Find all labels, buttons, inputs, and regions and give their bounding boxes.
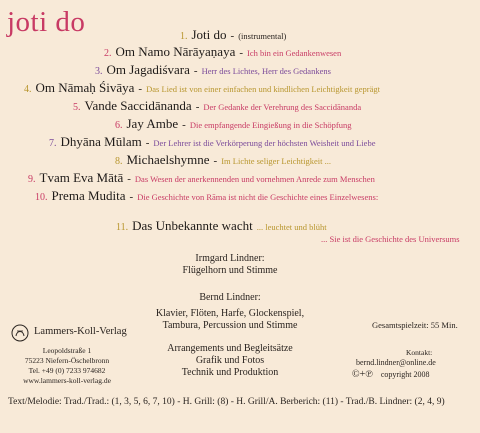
track-name: Vande Saccidānanda: [84, 98, 192, 113]
track-item: [116, 218, 327, 236]
track-number: 3.: [95, 66, 103, 77]
track-name: Das Unbekannte wacht: [132, 218, 253, 233]
track-description: Ich bin ein Gedankenwesen: [247, 48, 342, 58]
contact-email[interactable]: bernd.lindner@online.de: [356, 358, 436, 367]
track-number: 4.: [24, 84, 32, 95]
track-item: [104, 44, 341, 62]
track-separator: -: [182, 119, 186, 131]
track-number: 5.: [73, 102, 81, 113]
track-description: (instrumental): [238, 31, 287, 41]
track-name: Tvam Eva Mātā: [39, 170, 124, 185]
track-separator: -: [138, 83, 143, 95]
credit-role: Klavier, Flöten, Harfe, Glockenspiel,: [155, 308, 305, 319]
track-item: [24, 80, 380, 98]
track-description: Die empfangende Eingießung in die Schöpfung: [189, 120, 352, 130]
track-number: 8.: [115, 156, 123, 167]
publisher-label: [11, 322, 131, 344]
track-number: 7.: [49, 138, 57, 149]
credit-line: Technik und Produktion: [181, 367, 279, 378]
track-description: Der Gedanke der Verehrung des Saccidānanda: [203, 102, 362, 112]
copyright-text: copyright 2008: [380, 370, 430, 379]
track-separator: -: [239, 47, 244, 59]
track-number: 10.: [35, 192, 48, 203]
runtime: Gesamtspielzeit: 55 Min.: [372, 320, 458, 330]
credit-bernd: [150, 292, 310, 332]
credit-role: Flügelhorn und Stimme: [182, 265, 278, 276]
track-name: Michaelshymne: [126, 152, 210, 167]
track-description: Der Lehrer ist die Verkörperung der höchsten Weisheit und Liebe: [153, 138, 376, 148]
track-separator: -: [145, 137, 150, 149]
credit-line: Grafik und Fotos: [195, 355, 265, 366]
publisher-address: [17, 346, 117, 386]
copyright-line: [352, 369, 430, 380]
track-item: [115, 116, 352, 134]
track-description-continued: ... Sie ist die Geschichte des Universums: [321, 234, 460, 244]
track-separator: -: [129, 191, 134, 203]
text-melodie-credits: Text/Melodie: Trad./Trad.: (1, 3, 5, 6, 7, 10) - H. Grill: (8) - H. Grill/A. Berberich: (11) - Trad./B. Lindner: (2, 4, 9): [8, 397, 445, 407]
track-item: [180, 27, 286, 45]
contact-label: Kontakt:: [406, 348, 433, 357]
track-item: [49, 134, 375, 152]
track-name: Joti do: [191, 27, 227, 42]
publisher-logo-icon: [11, 324, 29, 342]
album-title: joti do: [7, 6, 86, 38]
publisher-city: 75223 Niefern-Öschelbronn: [24, 356, 110, 365]
track-separator: -: [127, 173, 131, 185]
credit-role: Tambura, Percussion und Stimme: [162, 320, 298, 331]
track-name: Jay Ambe: [126, 116, 179, 131]
track-name: Dhyāna Mūlam: [60, 134, 142, 149]
track-description: Im Lichte seliger Leichtigkeit ...: [221, 156, 331, 166]
track-separator: -: [193, 65, 198, 77]
copyright-symbols: ©+℗: [352, 369, 373, 380]
publisher-web[interactable]: www.lammers-koll-verlag.de: [23, 376, 111, 385]
publisher-phone: Tel. +49 (0) 7233 974682: [28, 366, 106, 375]
track-item: [73, 98, 361, 116]
track-number: 9.: [28, 174, 36, 185]
track-number: 1.: [180, 31, 188, 42]
track-description: Das Lied ist von einer einfachen und kindlichen Leichtigkeit geprägt: [146, 84, 381, 94]
credit-name: Irmgard Lindner:: [195, 253, 265, 264]
credit-production: [150, 343, 310, 379]
track-item: [95, 62, 331, 80]
publisher-street: Leopoldstraße 1: [42, 346, 92, 355]
track-separator: -: [230, 30, 235, 42]
track-number: 6.: [115, 120, 123, 131]
track-name: Om Nāmaḥ Śivāya: [35, 80, 135, 95]
track-description: Herr des Lichtes, Herr des Gedankens: [201, 66, 331, 76]
track-description: ... leuchtet und blüht: [256, 222, 327, 232]
track-description: Die Geschichte von Rāma ist nicht die Geschichte eines Einzelwesens:: [137, 192, 379, 202]
credit-name: Bernd Lindner:: [199, 292, 261, 303]
track-number: 2.: [104, 48, 112, 59]
track-name: Prema Mudita: [51, 188, 126, 203]
track-item: [35, 188, 378, 206]
track-item: [28, 170, 375, 188]
credit-line: Arrangements und Begleitsätze: [167, 343, 293, 354]
credit-irmgard: [150, 253, 310, 277]
track-separator: -: [195, 101, 200, 113]
track-item: [115, 152, 331, 170]
publisher-name: Lammers-Koll-Verlag: [34, 326, 127, 337]
track-number: 11.: [116, 222, 129, 233]
track-name: Om Jagadiśvara: [106, 62, 190, 77]
track-description: Das Wesen der anerkennenden und vornehmen Anrede zum Menschen: [134, 174, 375, 184]
track-separator: -: [213, 155, 218, 167]
track-name: Om Namo Nārāyaṇaya: [115, 44, 236, 59]
